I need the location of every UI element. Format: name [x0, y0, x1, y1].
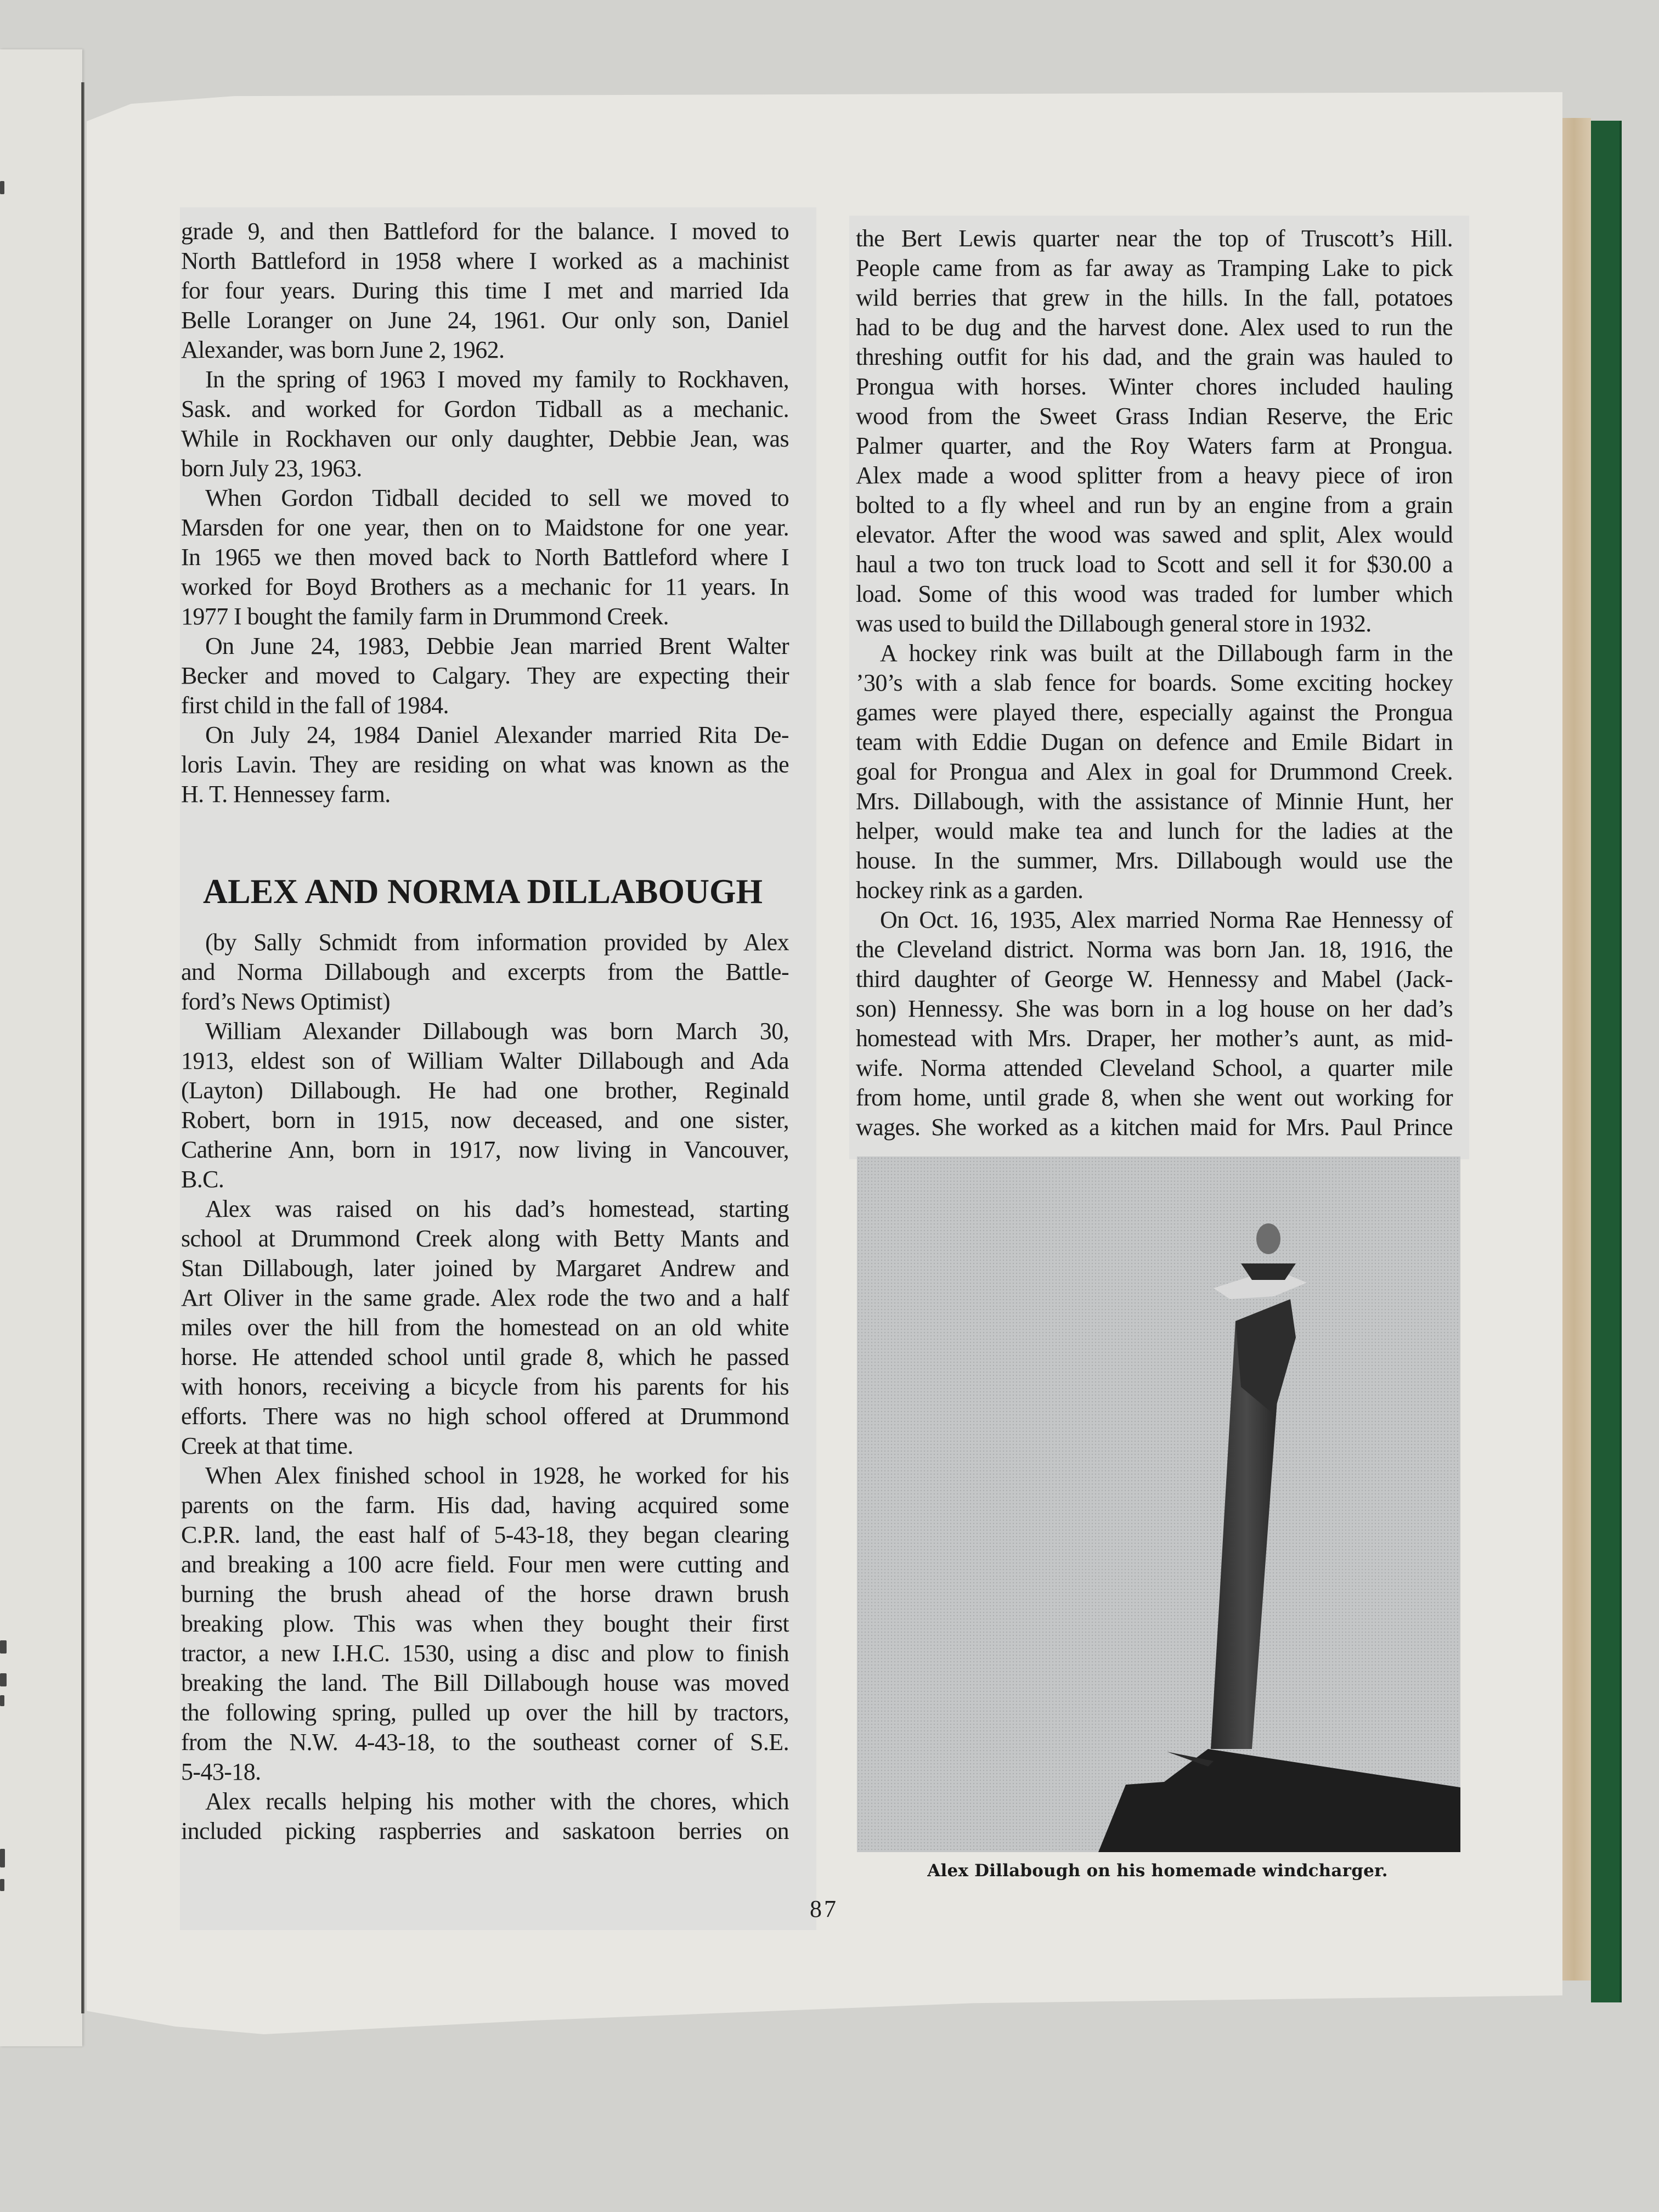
facing-page-text-fragment [0, 181, 4, 194]
body-line: On June 24, 1983, Debbie Jean married Brent Walter [205, 633, 789, 659]
body-line: burning the brush ahead of the horse drawn brush [181, 1581, 789, 1607]
body-line: team with Eddie Dugan on defence and Emile Bidart in [856, 729, 1453, 755]
body-line: from home, until grade 8, when she went out working for [856, 1084, 1453, 1111]
windcharger-illustration [857, 1156, 1460, 1852]
body-line: Alex made a wood splitter from a heavy piece of iron [856, 462, 1453, 489]
body-line: efforts. There was no high school offered at Drummond [181, 1403, 789, 1430]
windcharger-photo [857, 1156, 1460, 1852]
body-line: worked for Boyd Brothers as a mechanic for 11 years. In [181, 573, 789, 600]
body-line: elevator. After the wood was sawed and split, Alex would [856, 521, 1453, 548]
body-line: Marsden for one year, then on to Maidstone for one year. [181, 514, 789, 541]
body-line: (Layton) Dillabough. He had one brother, Reginald [181, 1077, 789, 1104]
article-body [181, 928, 789, 1846]
body-line: haul a two ton truck load to Scott and sell it for $30.00 a [856, 551, 1453, 578]
body-line: (by Sally Schmidt from information provided by Alex [205, 929, 789, 956]
intro-section [181, 217, 789, 809]
body-line: and breaking a 100 acre field. Four men were cutting and [181, 1551, 789, 1578]
body-line: wife. Norma attended Cleveland School, a quarter mile [856, 1054, 1453, 1081]
page-number: 87 [810, 1895, 838, 1922]
body-line: Mrs. Dillabough, with the assistance of Minnie Hunt, her [856, 788, 1453, 815]
body-line: born July 23, 1963. [181, 455, 362, 482]
body-line: In the spring of 1963 I moved my family to Rockhaven, [205, 366, 789, 393]
person-head [1256, 1223, 1280, 1254]
body-line: Catherine Ann, born in 1917, now living in Vancouver, [181, 1136, 789, 1163]
body-line: Becker and moved to Calgary. They are expecting their [181, 662, 789, 689]
body-line: son) Hennessy. She was born in a log house on her dad’s [856, 995, 1453, 1022]
body-line: Alex recalls helping his mother with the chores, which [205, 1788, 789, 1815]
body-line: B.C. [181, 1166, 224, 1193]
section-gap [181, 809, 789, 870]
body-line: Prongua with horses. Winter chores included hauling [856, 373, 1453, 400]
body-line: C.P.R. land, the east half of 5-43-18, they began clearing [181, 1521, 789, 1548]
body-line: wood from the Sweet Grass Indian Reserve, the Eric [856, 403, 1453, 430]
body-line: Robert, born in 1915, now deceased, and one sister, [181, 1107, 789, 1133]
photo-caption: Alex Dillabough on his homemade windcharger. [927, 1861, 1388, 1881]
body-line: for four years. During this time I met and married Ida [181, 277, 789, 304]
body-line: wages. She worked as a kitchen maid for Mrs. Paul Prince [856, 1114, 1453, 1141]
body-line: William Alexander Dillabough was born March 30, [205, 1018, 789, 1045]
left-column [181, 217, 789, 1846]
body-line: In 1965 we then moved back to North Battleford where I [181, 544, 789, 571]
facing-page-text-fragment [0, 1879, 4, 1891]
body-line: third daughter of George W. Hennessy and Mabel (Jack- [856, 966, 1453, 992]
body-line: helper, would make tea and lunch for the ladies at the [856, 817, 1453, 844]
body-line: homestead with Mrs. Draper, her mother’s aunt, as mid- [856, 1025, 1453, 1052]
facing-page-text-fragment [0, 1695, 4, 1706]
body-line: wild berries that grew in the hills. In the fall, potatoes [856, 284, 1453, 311]
body-line: People came from as far away as Tramping Lake to pick [856, 255, 1453, 281]
body-line: load. Some of this wood was traded for lumber which [856, 580, 1453, 607]
body-line: and Norma Dillabough and excerpts from the Battle- [181, 958, 789, 985]
body-line: from the N.W. 4-43-18, to the southeast corner of S.E. [181, 1729, 789, 1756]
body-line: ford’s News Optimist) [181, 988, 390, 1015]
body-line: 1977 I bought the family farm in Drummond Creek. [181, 603, 669, 630]
body-line: A hockey rink was built at the Dillabough farm in the [880, 640, 1453, 667]
body-line: house. In the summer, Mrs. Dillabough would use the [856, 847, 1453, 874]
body-line: 5-43-18. [181, 1758, 261, 1785]
body-line: Belle Loranger on June 24, 1961. Our only son, Daniel [181, 307, 789, 334]
body-line: While in Rockhaven our only daughter, Debbie Jean, was [181, 425, 789, 452]
body-line: goal for Prongua and Alex in goal for Drummond Creek. [856, 758, 1453, 785]
body-line: loris Lavin. They are residing on what was known as the [181, 751, 789, 778]
body-line: school at Drummond Creek along with Betty Mants and [181, 1225, 789, 1252]
body-line: included picking raspberries and saskatoon berries on [181, 1818, 789, 1844]
body-line: games were played there, especially against the Prongua [856, 699, 1453, 726]
body-line: North Battleford in 1958 where I worked as a machinist [181, 247, 789, 274]
sky-background [857, 1156, 1460, 1852]
body-line: 1913, eldest son of William Walter Dillabough and Ada [181, 1047, 789, 1074]
body-line: ’30’s with a slab fence for boards. Some exciting hockey [856, 669, 1453, 696]
body-line: had to be dug and the harvest done. Alex used to run the [856, 314, 1453, 341]
book-gutter [81, 82, 84, 2013]
body-line: On July 24, 1984 Daniel Alexander married Rita De- [205, 721, 789, 748]
body-line: parents on the farm. His dad, having acquired some [181, 1492, 789, 1519]
body-line: Alexander, was born June 2, 1962. [181, 336, 505, 363]
body-line: H. T. Hennessey farm. [181, 781, 391, 808]
facing-page-text-fragment [0, 1640, 7, 1654]
body-line: threshing outfit for his dad, and the grain was hauled to [856, 343, 1453, 370]
body-line: miles over the hill from the homestead on an old white [181, 1314, 789, 1341]
facing-page-text-fragment [0, 1849, 5, 1867]
right-column [856, 224, 1453, 1142]
body-line: breaking plow. This was when they bought their first [181, 1610, 789, 1637]
body-line: grade 9, and then Battleford for the balance. I moved to [181, 218, 789, 245]
body-line: breaking the land. The Bill Dillabough house was moved [181, 1669, 789, 1696]
body-line: Sask. and worked for Gordon Tidball as a mechanic. [181, 396, 789, 422]
body-line: the Cleveland district. Norma was born Jan. 18, 1916, the [856, 936, 1453, 963]
article-heading: ALEX AND NORMA DILLABOUGH [203, 872, 763, 911]
body-line: When Alex finished school in 1928, he worked for his [205, 1462, 789, 1489]
facing-page-edge [0, 49, 82, 2046]
body-line: first child in the fall of 1984. [181, 692, 449, 719]
body-line: Creek at that time. [181, 1432, 353, 1459]
body-line: When Gordon Tidball decided to sell we moved to [205, 484, 789, 511]
body-line: with honors, receiving a bicycle from his parents for his [181, 1373, 789, 1400]
body-line: Palmer quarter, and the Roy Waters farm at Prongua. [856, 432, 1453, 459]
body-line: the following spring, pulled up over the hill by tractors, [181, 1699, 789, 1726]
body-line: Stan Dillabough, later joined by Margaret Andrew and [181, 1255, 789, 1282]
body-line: Art Oliver in the same grade. Alex rode the two and a half [181, 1284, 789, 1311]
book-cover-edge [1591, 121, 1622, 2002]
facing-page-text-fragment [0, 1673, 7, 1686]
body-line: tractor, a new I.H.C. 1530, using a disc and plow to finish [181, 1640, 789, 1667]
body-line: was used to build the Dillabough general store in 1932. [856, 610, 1372, 637]
body-line: Alex was raised on his dad’s homestead, starting [205, 1195, 789, 1222]
body-line: hockey rink as a garden. [856, 877, 1084, 904]
body-line: horse. He attended school until grade 8, which he passed [181, 1344, 789, 1370]
body-line: the Bert Lewis quarter near the top of Truscott’s Hill. [856, 225, 1453, 252]
body-line: bolted to a fly wheel and run by an engine from a grain [856, 492, 1453, 518]
body-line: On Oct. 16, 1935, Alex married Norma Rae Hennessy of [880, 906, 1453, 933]
